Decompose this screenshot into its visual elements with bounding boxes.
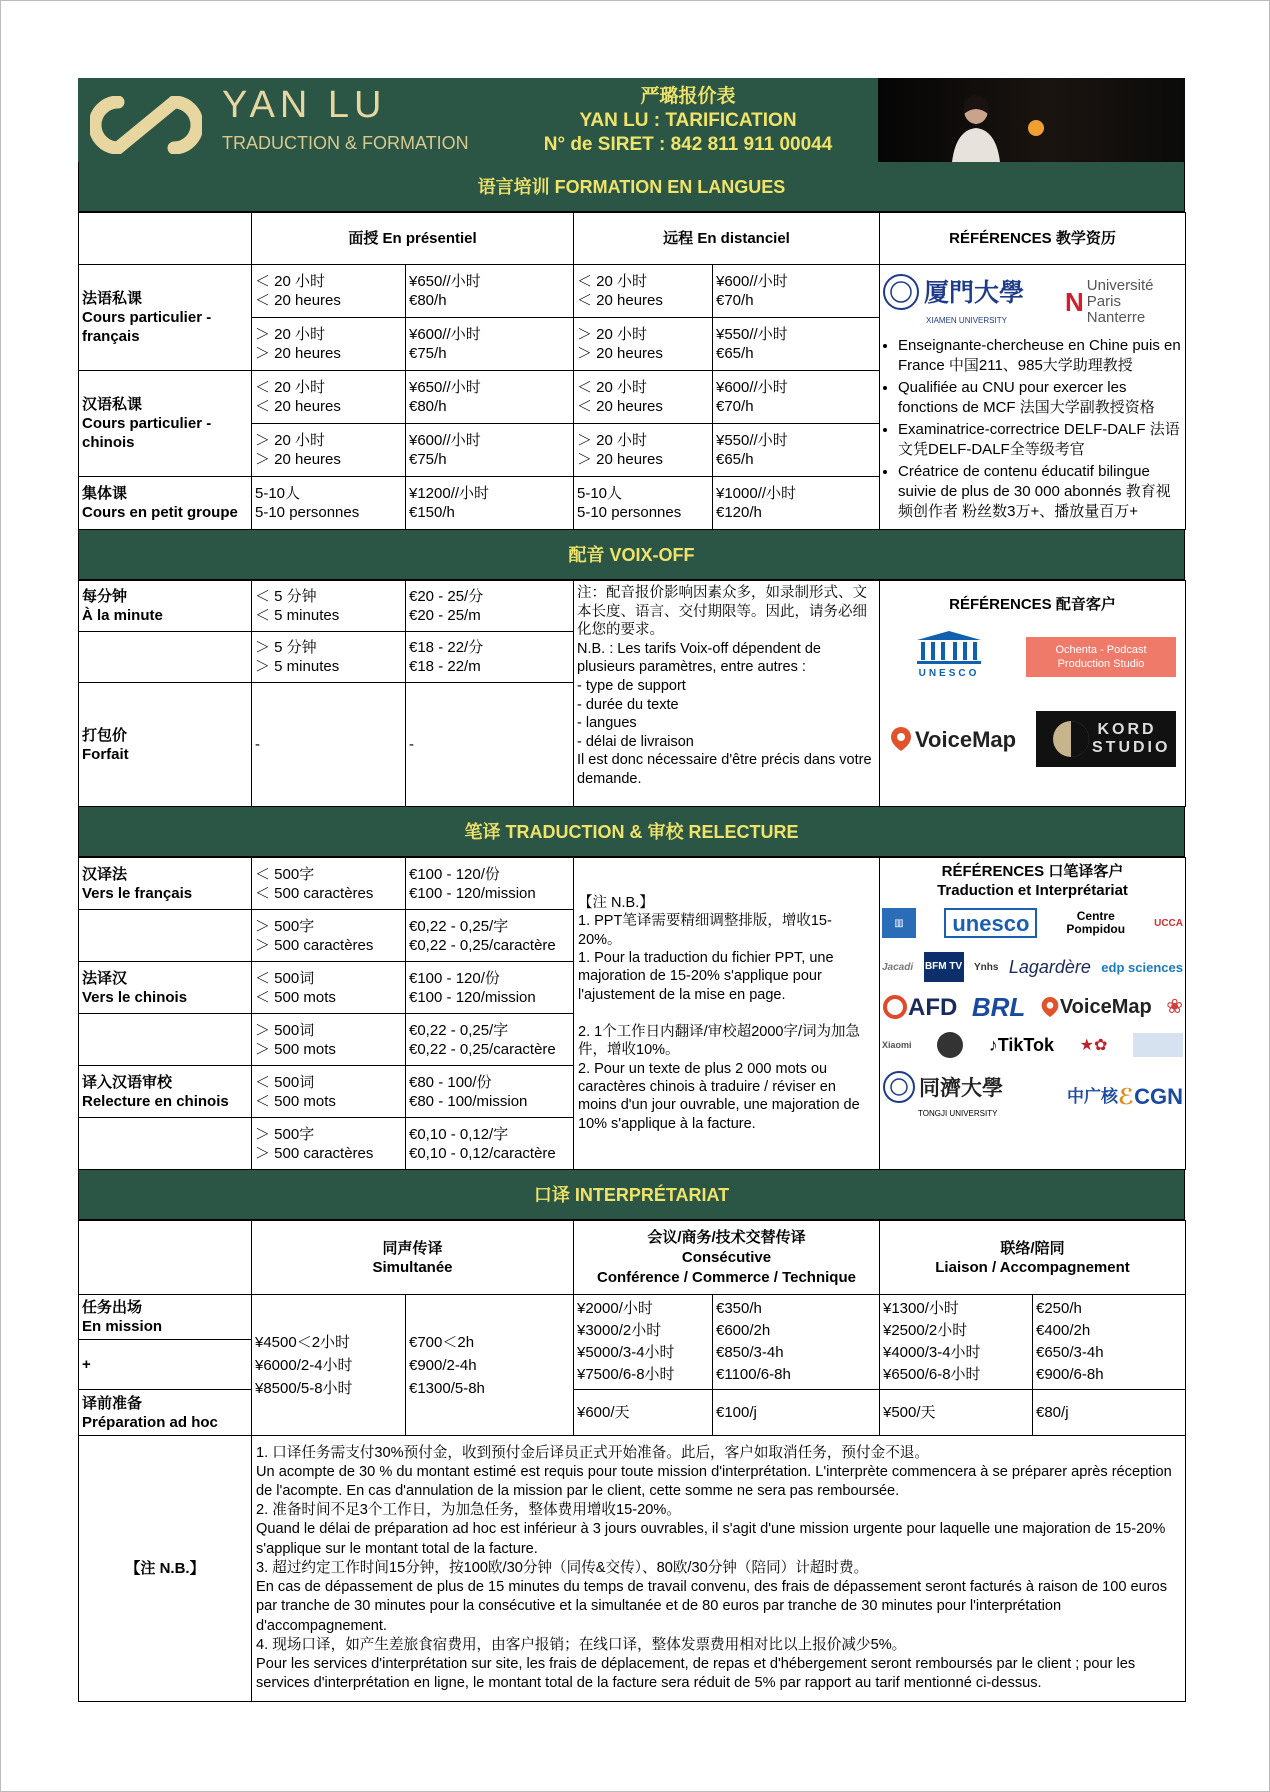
ucca-logo: UCCA — [1154, 917, 1183, 929]
volume-cell: ＜ 500词 ＜ 500 mots — [252, 1066, 406, 1118]
empty-header-cell — [79, 213, 252, 265]
consec-price-eur: €350/h €600/2h €850/3-4h €1100/6-8h — [713, 1295, 880, 1390]
consec-price-cny: ¥2000/小时 ¥3000/2小时 ¥5000/3-4小时 ¥7500/6-8小时 — [574, 1295, 713, 1390]
teaching-credentials-list — [882, 336, 1183, 522]
row-label-fr: Vers le français — [82, 884, 193, 902]
paris-nanterre-logo: N Université Paris Nanterre — [1065, 278, 1183, 326]
empty-label-cell — [79, 632, 252, 683]
price-sheet — [78, 78, 1185, 1702]
row-label-fr: Vers le chinois — [82, 988, 188, 1006]
voicemap-client-logo — [1040, 996, 1152, 1018]
volume-cell: ＜ 500字 ＜ 500 caractères — [252, 858, 406, 910]
row-label-cn: 打包价 — [82, 726, 128, 744]
row-label-forfait — [79, 683, 252, 807]
voicemap-text: VoiceMap — [915, 726, 1017, 752]
row-label-cn: 法译汉 — [82, 969, 128, 987]
unesco-logo — [889, 630, 1009, 683]
volume-cell: ＞ 500字 ＞ 500 caractères — [252, 1118, 406, 1170]
edp-sciences-logo: edp sciences — [1101, 959, 1183, 975]
tongji-subname: TONGJI UNIVERSITY — [918, 1109, 998, 1118]
unesco-text: UNESCO — [918, 668, 980, 679]
client-logos-row3 — [882, 991, 1183, 1022]
brand-subtitle: TRADUCTION & FORMATION — [222, 133, 469, 153]
row-label-fr: À la minute — [82, 607, 163, 624]
trad-refs-title: RÉFÉRENCES 口笔译客户 — [941, 863, 1124, 880]
client-logos-row2 — [882, 952, 1183, 982]
afd-logo — [882, 994, 957, 1020]
brl-logo: BRL — [971, 991, 1026, 1022]
bfm-logo: BFM TV — [924, 952, 964, 982]
unesco-temple-icon — [915, 630, 983, 664]
voix-off-references — [880, 581, 1186, 807]
speaker-photo — [878, 78, 1185, 162]
interpretariat-table — [78, 1220, 1186, 1702]
price-cell: €20 - 25/分 €20 - 25/m — [406, 581, 574, 632]
duration-gt20: ＞ 20 小时 ＞ 20 heures — [252, 318, 406, 371]
tiktok-logo — [989, 1036, 1054, 1055]
forfait-duration: - — [252, 683, 406, 807]
podium-lamp — [1028, 120, 1044, 136]
row-label-cn: 汉语私课 — [82, 396, 143, 413]
forfait-price: - — [406, 683, 574, 807]
traduction-note — [574, 858, 880, 1170]
row-label-plus: + — [79, 1340, 252, 1390]
tongji-logo — [882, 1070, 1003, 1123]
tongji-name: 同濟大學 — [919, 1074, 1003, 1100]
row-label-zh-fr — [79, 858, 252, 910]
infinity-logo-icon — [90, 96, 202, 154]
row-label-french — [79, 265, 252, 371]
circle-badge-logo — [937, 1032, 963, 1058]
interp-note-label: 【注 N.B.】 — [79, 1436, 252, 1702]
col-liaison: 联络/陪同 Liaison / Accompagnement — [880, 1221, 1186, 1295]
duration-gt20: ＞ 20 小时 ＞ 20 heures — [574, 424, 713, 477]
ynhs-logo: Ynhs — [973, 961, 999, 973]
banner-client-logo — [1133, 1033, 1183, 1057]
row-label-fr: Préparation ad hoc — [82, 1413, 218, 1431]
row-label-fr: Cours particulier - chinois — [82, 415, 212, 451]
price-cell: ¥1000//小时 €120/h — [713, 477, 880, 530]
row-label-group — [79, 477, 252, 530]
prep-consec-cny: ¥600/天 — [574, 1390, 713, 1436]
tongji-seal-icon — [882, 1070, 916, 1104]
prep-liaison-eur: €80/j — [1033, 1390, 1186, 1436]
lotus-logo: ❀ — [1166, 995, 1183, 1018]
title-chinese: 严璐报价表 — [640, 86, 736, 107]
university-logos — [882, 273, 1183, 330]
jacadi-logo: Jacadi — [882, 961, 914, 973]
brand-name: YAN LU — [222, 84, 387, 126]
traduction-table — [78, 857, 1186, 1170]
col-consecutive: 会议/商务/技术交替传译 Consécutive Conférence / Commerce / Technique — [574, 1221, 880, 1295]
credential-item: • Qualifiée au CNU pour exercer les fonctions de MCF 法国大学副教授资格 — [898, 378, 1183, 418]
row-label-mission — [79, 1295, 252, 1340]
row-label-fr: Cours en petit groupe — [82, 504, 238, 521]
row-label-cn: 法语私课 — [82, 290, 143, 307]
voicemap-client-text: VoiceMap — [1059, 995, 1152, 1018]
col-refs-teaching: RÉFÉRENCES 教学资历 — [880, 213, 1186, 265]
formation-table — [78, 212, 1186, 530]
price-cell: €0,22 - 0,25/字 €0,22 - 0,25/caractère — [406, 1014, 574, 1066]
duration-lt20: ＜ 20 小时 ＜ 20 heures — [252, 371, 406, 424]
price-cell: ¥650//小时 €80/h — [406, 265, 574, 318]
empty-label-cell — [79, 1118, 252, 1170]
map-pin-icon — [1040, 996, 1060, 1018]
nanterre-name: Université Paris Nanterre — [1086, 276, 1154, 326]
banner-title — [498, 78, 878, 162]
credential-item: • Enseignante-chercheuse en Chine puis en France 中国211、985大学助理教授 — [898, 336, 1183, 376]
duration-gt5: ＞ 5 分钟 ＞ 5 minutes — [252, 632, 406, 683]
simul-price-cny: ¥4500＜2小时 ¥6000/2-4小时 ¥8500/5-8小时 — [252, 1295, 406, 1436]
xiamen-university-logo — [882, 273, 1024, 330]
row-label-fr: Relecture en chinois — [82, 1092, 229, 1110]
teaching-references — [880, 265, 1186, 530]
note-text: 1. PPT笔译需要精细调整排版，增收15-20%。 1. Pour la traduction du fichier PPT, une majoration de 15-20% s'applique pour l'ajustement de la mise en page. 2. 1个工作日内翻译/审校超2000字/词为加急件，增收10%。 2. Pour un texte de plus 2 000 mots ou caractères chinois à traduire / réviser en moins d'un jour ouvrable, une majoration de 10% s'applique à la facture. — [578, 913, 860, 1132]
duration-lt5: ＜ 5 分钟 ＜ 5 minutes — [252, 581, 406, 632]
liaison-price-eur: €250/h €400/2h €650/3-4h €900/6-8h — [1033, 1295, 1186, 1390]
simul-price-eur: €700＜2h €900/2-4h €1300/5-8h — [406, 1295, 574, 1436]
row-label-fr: Forfait — [82, 745, 129, 763]
section-traduction: 笔译 TRADUCTION & 审校 RELECTURE — [78, 807, 1185, 857]
tiktok-note-icon: ♪ — [988, 1034, 998, 1055]
unesco-wordmark: unesco — [944, 908, 1037, 938]
brand-logo — [78, 78, 498, 162]
price-cell: €100 - 120/份 €100 - 120/mission — [406, 858, 574, 910]
duration-lt20: ＜ 20 小时 ＜ 20 heures — [252, 265, 406, 318]
kord-circle-icon — [1050, 718, 1092, 760]
row-label-relecture — [79, 1066, 252, 1118]
credential-item: • Examinatrice-correctrice DELF-DALF 法语文凭DELF-DALF全等级考官 — [898, 420, 1183, 460]
empty-label-cell — [79, 910, 252, 962]
empty-header-cell — [79, 1221, 252, 1295]
price-cell: ¥600//小时 €70/h — [713, 371, 880, 424]
traduction-references — [880, 858, 1186, 1170]
tiktok-text: TikTok — [997, 1034, 1055, 1055]
cgn-text: CGN — [1134, 1084, 1183, 1109]
volume-cell: ＜ 500词 ＜ 500 mots — [252, 962, 406, 1014]
price-cell: ¥600//小时 €70/h — [713, 265, 880, 318]
client-logos-row4 — [882, 1032, 1183, 1058]
row-label-cn: 译前准备 — [82, 1394, 143, 1412]
duration-lt20: ＜ 20 小时 ＜ 20 heures — [574, 265, 713, 318]
unesco-client-logo: ▥ — [882, 908, 916, 938]
duration-lt20: ＜ 20 小时 ＜ 20 heures — [574, 371, 713, 424]
price-cell: €18 - 22/分 €18 - 22/m — [406, 632, 574, 683]
cgn-logo — [1067, 1084, 1183, 1109]
row-label-cn: 任务出场 — [82, 1299, 143, 1316]
kord-text: KORD STUDIO — [1092, 721, 1171, 756]
title-french: YAN LU : TARIFICATION — [579, 110, 797, 131]
price-cell: €0,10 - 0,12/字 €0,10 - 0,12/caractère — [406, 1118, 574, 1170]
col-presentiel: 面授 En présentiel — [252, 213, 574, 265]
header-banner — [78, 78, 1185, 162]
afd-ring-icon — [882, 994, 908, 1020]
siret-number: N° de SIRET : 842 811 911 00044 — [543, 134, 833, 155]
section-voix-off: 配音 VOIX-OFF — [78, 530, 1185, 580]
price-cell: ¥550//小时 €65/h — [713, 424, 880, 477]
cgn-cn-text: 中广核 — [1067, 1087, 1119, 1106]
prep-liaison-cny: ¥500/天 — [880, 1390, 1033, 1436]
cgn-swirl-icon: ℰ — [1118, 1084, 1135, 1109]
kord-studio-logo — [1036, 711, 1176, 767]
volume-cell: ＞ 500词 ＞ 500 mots — [252, 1014, 406, 1066]
ochenta-logo — [1026, 637, 1176, 677]
university-seal-icon — [882, 273, 920, 311]
price-cell: ¥600//小时 €75/h — [406, 424, 574, 477]
prep-consec-eur: €100/j — [713, 1390, 880, 1436]
price-cell: ¥550//小时 €65/h — [713, 318, 880, 371]
voix-off-note: 注：配音报价影响因素众多，如录制形式、文本长度、语言、交付期限等。因此，请务必细化您的要求。 N.B. : Les tarifs Voix-off dépendent de plusieurs paramètres, entre autres : - type de support - durée du texte - langues - délai de livraison Il est donc nécessaire d'être précis dans votre demande. — [574, 581, 880, 807]
voix-logos-row2 — [883, 711, 1182, 767]
price-cell: ¥600//小时 €75/h — [406, 318, 574, 371]
xiamen-subname: XIAMEN UNIVERSITY — [926, 316, 1007, 325]
col-simultanee: 同声传译 Simultanée — [252, 1221, 574, 1295]
afd-text: AFD — [908, 993, 958, 1021]
col-distanciel: 远程 En distanciel — [574, 213, 880, 265]
duration-gt20: ＞ 20 小时 ＞ 20 heures — [252, 424, 406, 477]
client-logos-row1 — [882, 908, 1183, 938]
row-label-cn: 汉译法 — [82, 865, 128, 883]
row-label-fr-zh — [79, 962, 252, 1014]
section-interpretariat: 口译 INTERPRÉTARIAT — [78, 1170, 1185, 1220]
row-label-fr: Cours particulier - français — [82, 309, 212, 345]
speaker-person-icon — [948, 90, 1004, 162]
map-pin-icon — [889, 726, 913, 752]
price-cell: ¥1200//小时 €150/h — [406, 477, 574, 530]
voix-off-table — [78, 580, 1186, 807]
empty-label-cell — [79, 1014, 252, 1066]
client-logos-row5 — [882, 1070, 1183, 1123]
section-formation: 语言培训 FORMATION EN LANGUES — [78, 162, 1185, 212]
row-label-cn: 集体课 — [82, 485, 128, 502]
group-size: 5-10人 5-10 personnes — [574, 477, 713, 530]
volume-cell: ＞ 500字 ＞ 500 caractères — [252, 910, 406, 962]
xiamen-name: 厦門大學 — [924, 277, 1025, 307]
voicemap-logo — [889, 726, 1016, 752]
row-label-minute — [79, 581, 252, 632]
note-title: 【注 N.B.】 — [578, 894, 654, 911]
credential-item: • Créatrice de contenu éducatif bilingue suivie de plus de 30 000 abonnés 教育视频创作者 粉丝数3万+、播放量百万+ — [898, 462, 1183, 522]
price-cell: €0,22 - 0,25/字 €0,22 - 0,25/caractère — [406, 910, 574, 962]
row-label-cn: 译入汉语审校 — [82, 1073, 173, 1091]
pompidou-logo: Centre Pompidou — [1066, 909, 1126, 936]
price-cell: €100 - 120/份 €100 - 120/mission — [406, 962, 574, 1014]
row-label-cn: 每分钟 — [82, 588, 128, 605]
xiaomi-logo: Xiaomi — [882, 1039, 912, 1050]
red-stars-logo: ★✿ — [1079, 1036, 1108, 1054]
voix-logos-row1 — [883, 630, 1182, 683]
row-label-chinese — [79, 371, 252, 477]
group-size: 5-10人 5-10 personnes — [252, 477, 406, 530]
liaison-price-cny: ¥1300/小时 ¥2500/2小时 ¥4000/3-4小时 ¥6500/6-8小时 — [880, 1295, 1033, 1390]
row-label-preparation — [79, 1390, 252, 1436]
price-cell: €80 - 100/份 €80 - 100/mission — [406, 1066, 574, 1118]
interp-notes: 1. 口译任务需支付30%预付金，收到预付金后译员正式开始准备。此后，客户如取消任务，预付金不退。 Un acompte de 30 % du montant estimé est requis pour toute mission d'interprétation. L'interprète commencera à se préparer après réception de l'acompte. En cas d'annulation de la mission par le client, cette somme ne sera pas remboursée. 2. 准备时间不足3个工作日，为加急任务，整体费用增收15-20%。 Quand le délai de préparation ad hoc est inférieur à 3 jours ouvrables, il s'agit d'une mission urgente pour laquelle une majoration de 15-20% s'applique sur le montant total de la facture. 3. 超过约定工作时间15分钟，按100欧/30分钟（同传&交传）、80欧/30分钟（陪同）计超时费。 En cas de dépassement de plus de 15 minutes du temps de travail convenu, des frais de dépassement seront facturés à raison de 100 euros par tranche de 30 minutes pour la consécutive et la simultanée et de 80 euros par tranche de 30 minutes pour l'interprétation d'accompagnement. 4. 现场口译，如产生差旅食宿费用，由客户报销；在线口译，整体发票费用相对比以上报价减少5%。 Pour les services d'interprétation sur site, les frais de déplacement, de repas et d'hébergement seront remboursés par le client ; pour les services d'interprétation en ligne, le montant total de la facture sera réduit de 5% par rapport au tarif mentionné ci-dessus. — [252, 1436, 1186, 1702]
row-label-fr: En mission — [82, 1318, 163, 1335]
voix-refs-title: RÉFÉRENCES 配音客户 — [949, 596, 1116, 613]
ochenta-text: Ochenta - Podcast Production Studio — [1055, 643, 1147, 670]
price-cell: ¥650//小时 €80/h — [406, 371, 574, 424]
trad-refs-subtitle: Traduction et Interprétariat — [937, 882, 1128, 899]
lagardere-logo: Lagardère — [1008, 956, 1091, 977]
duration-gt20: ＞ 20 小时 ＞ 20 heures — [574, 318, 713, 371]
